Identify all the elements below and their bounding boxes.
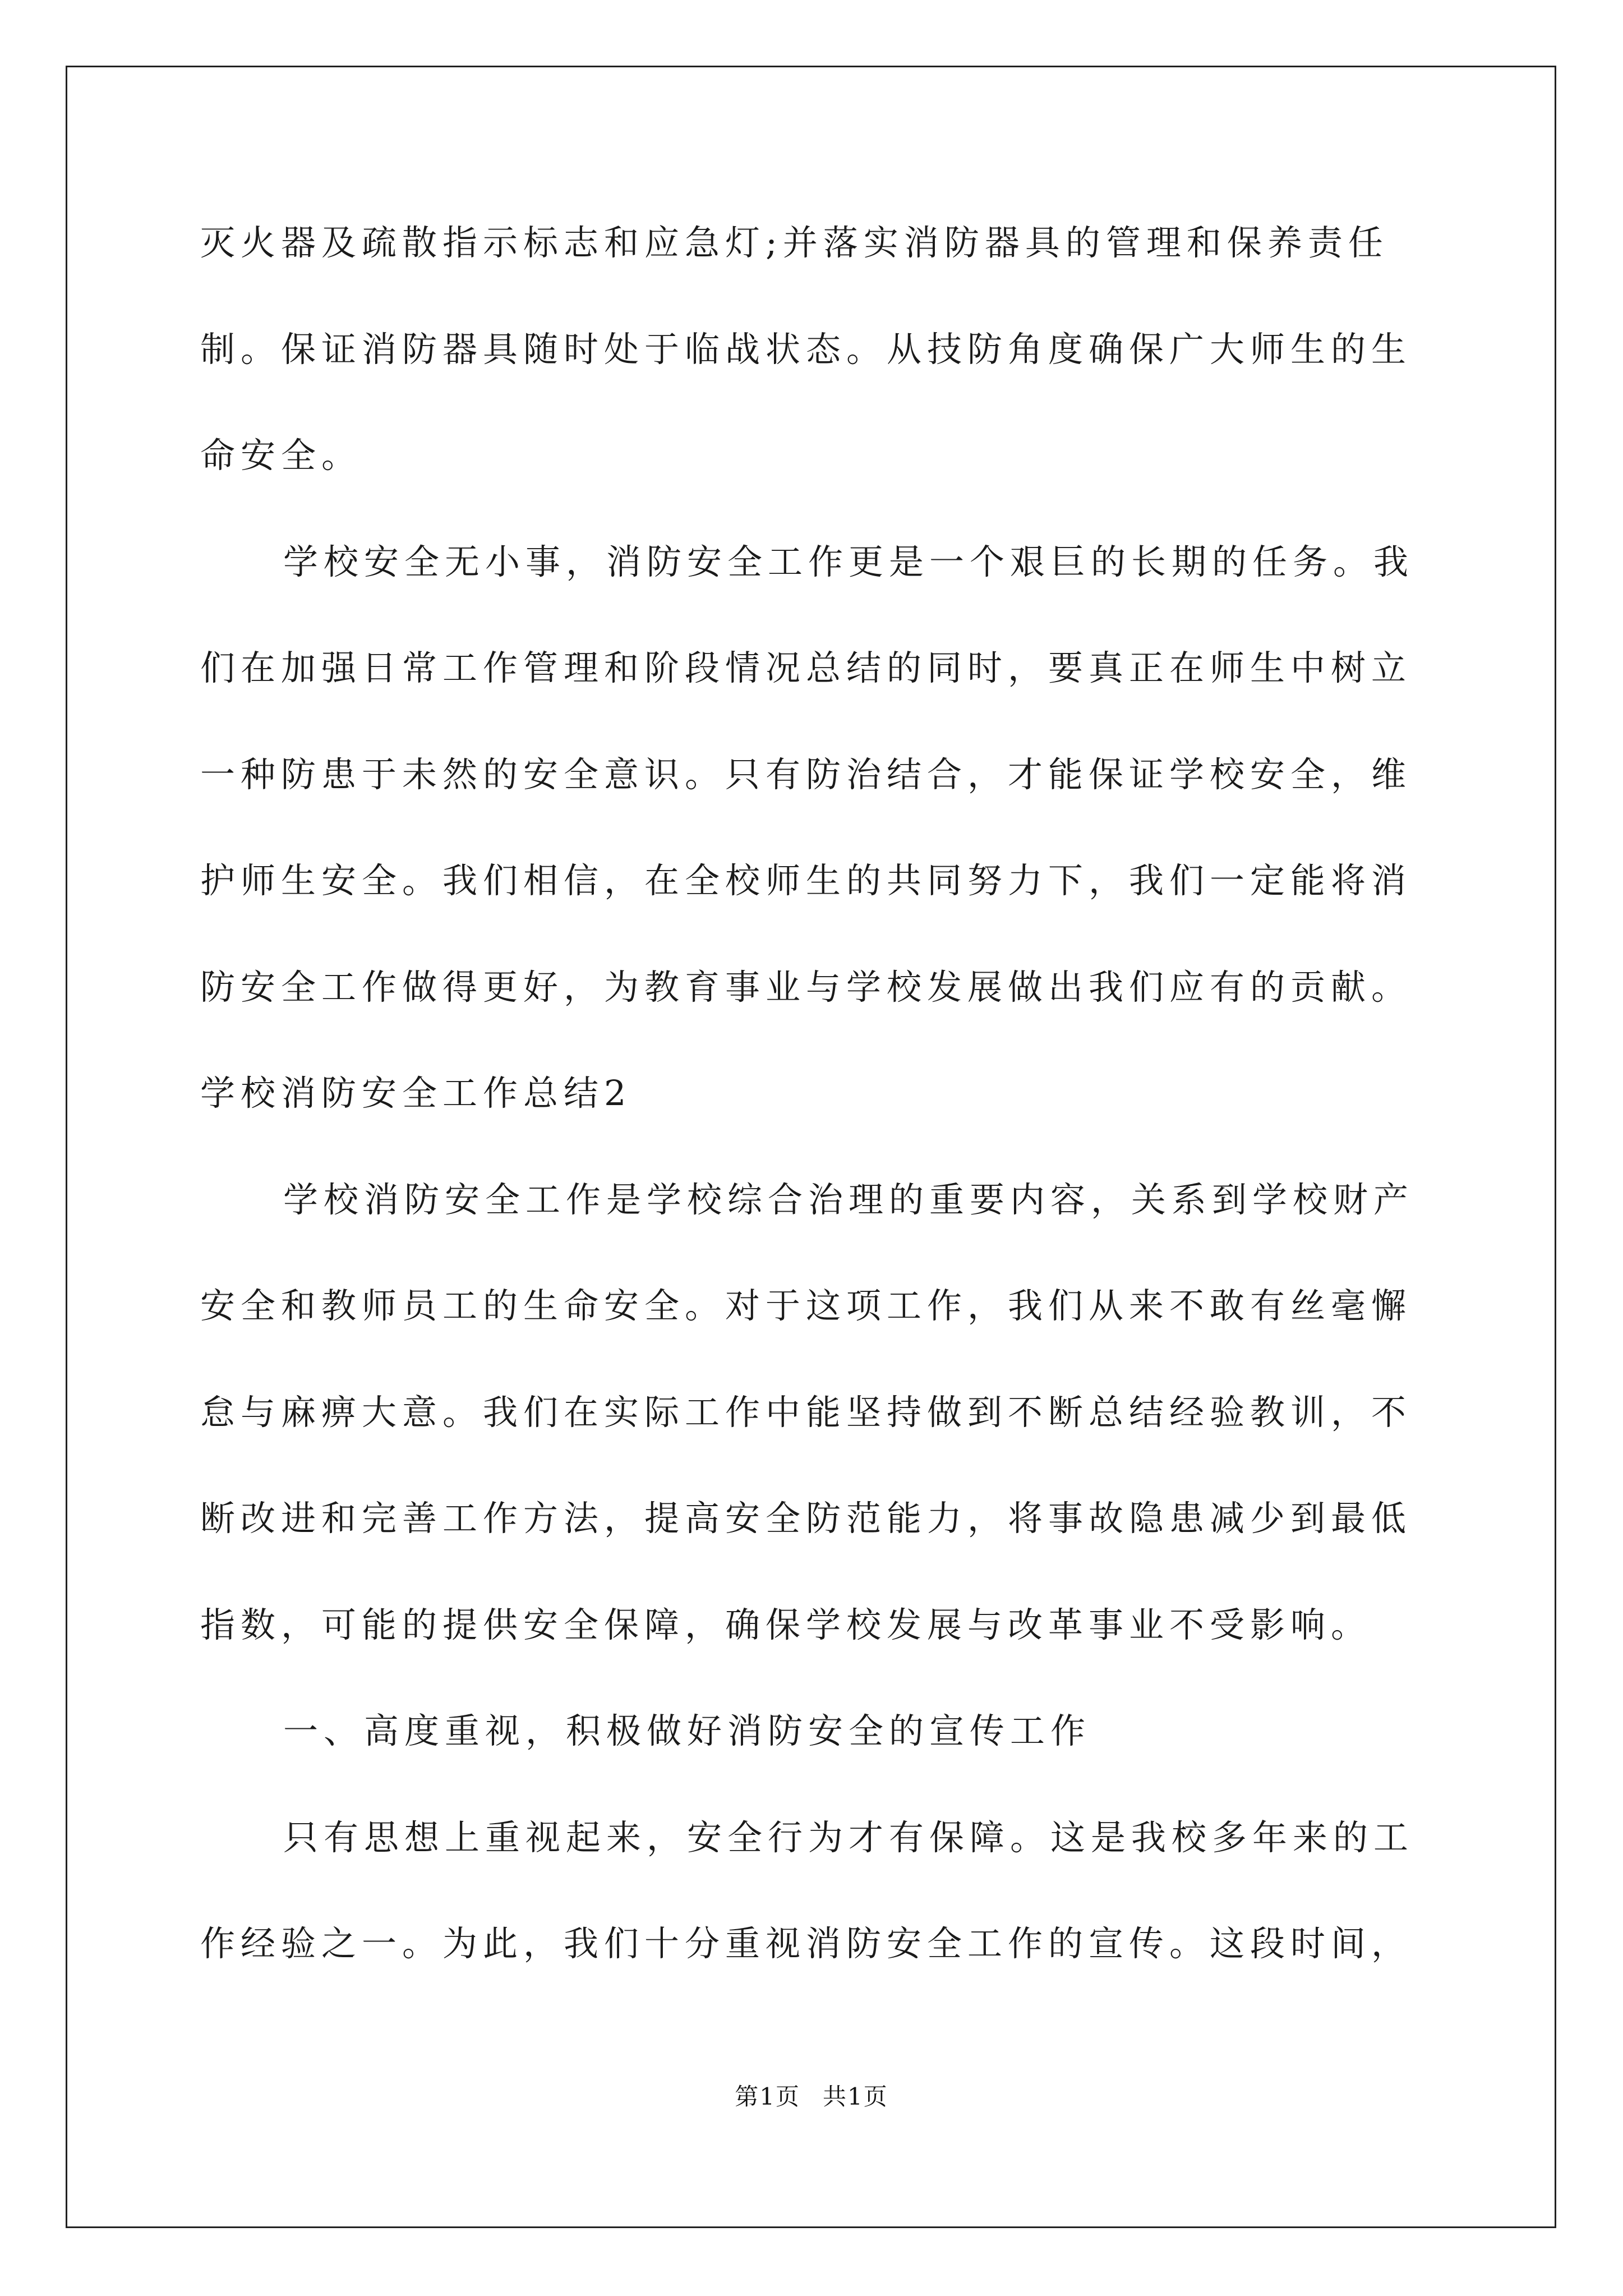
subsection-heading: 一、高度重视，积极做好消防安全的宣传工作 — [283, 1710, 1091, 1751]
text-line: 安全和教师员工的生命安全。对于这项工作，我们从来不敢有丝毫懈 — [200, 1285, 1412, 1326]
page-number: 第1页 — [735, 2083, 800, 2110]
text-line: 命安全。 — [200, 435, 362, 476]
text-line: 们在加强日常工作管理和阶段情况总结的同时，要真正在师生中树立 — [200, 647, 1412, 688]
section-heading: 学校消防安全工作总结2 — [200, 1073, 632, 1114]
text-line: 指数，可能的提供安全保障，确保学校发展与改革事业不受影响。 — [200, 1604, 1372, 1645]
text-line: 制。保证消防器具随时处于临战状态。从技防角度确保广大师生的生 — [200, 328, 1412, 370]
paragraph-start-line: 只有思想上重视起来，安全行为才有保障。这是我校多年来的工 — [283, 1816, 1414, 1858]
text-line: 断改进和完善工作方法，提高安全防范能力，将事故隐患减少到最低 — [200, 1498, 1412, 1539]
text-line: 护师生安全。我们相信，在全校师生的共同努力下，我们一定能将消 — [200, 860, 1412, 901]
paragraph-start-line: 学校消防安全工作是学校综合治理的重要内容，关系到学校财产 — [283, 1179, 1414, 1220]
text-line: 作经验之一。为此，我们十分重视消防安全工作的宣传。这段时间， — [200, 1923, 1412, 1964]
page-footer — [0, 2078, 1623, 2112]
paragraph-start-line: 学校安全无小事，消防安全工作更是一个艰巨的长期的任务。我 — [283, 541, 1414, 582]
text-line: 防安全工作做得更好，为教育事业与学校发展做出我们应有的贡献。 — [200, 966, 1412, 1007]
text-line: 灭火器及疏散指示标志和应急灯;并落实消防器具的管理和保养责任 — [200, 222, 1389, 263]
page-total: 共1页 — [823, 2083, 888, 2110]
text-line: 怠与麻痹大意。我们在实际工作中能坚持做到不断总结经验教训，不 — [200, 1391, 1412, 1433]
text-line: 一种防患于未然的安全意识。只有防治结合，才能保证学校安全，维 — [200, 753, 1412, 795]
document-body — [200, 206, 1423, 2014]
